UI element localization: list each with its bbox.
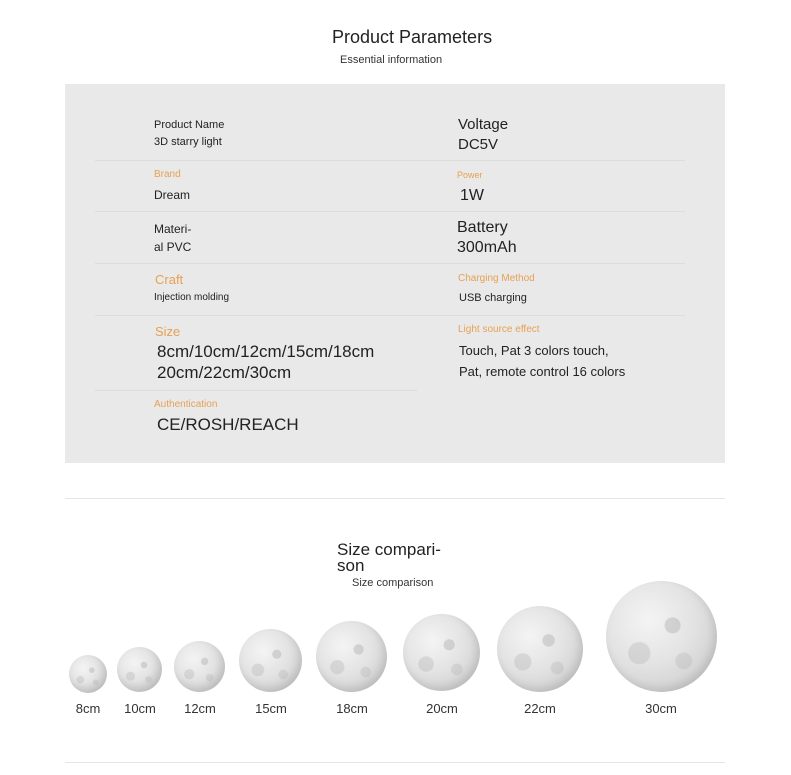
bottom-divider (65, 762, 725, 763)
material-value: al PVC (154, 240, 192, 254)
size-values-line1: 8cm/10cm/12cm/15cm/18cm (157, 342, 375, 361)
row-divider (95, 390, 417, 391)
size-label-20cm: 20cm (426, 701, 458, 716)
product-name-label: Product Name (154, 119, 225, 131)
voltage-value: DC5V (458, 136, 499, 153)
battery-value: 300mAh (457, 239, 517, 256)
row-divider (95, 315, 685, 316)
size-label-30cm: 30cm (645, 701, 677, 716)
moon-lamp-8cm (69, 655, 107, 693)
light-effect-line2: Pat, remote control 16 colors (459, 364, 626, 379)
moon-lamp-10cm (117, 647, 162, 692)
voltage-label: Voltage (458, 116, 509, 133)
light-effect-line1: Touch, Pat 3 colors touch, (459, 343, 609, 358)
section-divider (65, 498, 725, 499)
size-label-12cm: 12cm (184, 701, 216, 716)
brand-value: Dream (154, 188, 191, 202)
page-subtitle: Essential information (340, 54, 443, 66)
size-section-title-line2: son (337, 556, 365, 575)
power-label: Power (457, 170, 483, 180)
power-value: 1W (460, 187, 484, 204)
row-divider (95, 211, 685, 212)
authentication-label: Authentication (154, 399, 218, 410)
moon-lamp-30cm (606, 581, 717, 692)
row-divider (95, 263, 685, 264)
charging-method-label: Charging Method (458, 273, 535, 284)
size-values-line2: 20cm/22cm/30cm (157, 363, 292, 382)
size-label: Size (155, 324, 181, 339)
size-label-8cm: 8cm (75, 701, 101, 716)
moon-lamp-15cm (239, 629, 302, 692)
material-label: Materi- (154, 222, 192, 236)
size-label-22cm: 22cm (524, 701, 556, 716)
page-title: Product Parameters (332, 27, 493, 47)
authentication-value: CE/ROSH/REACH (157, 415, 299, 434)
size-section-title-line1: Size compari- (337, 540, 441, 559)
size-section-subtitle: Size comparison (352, 577, 434, 589)
size-label-18cm: 18cm (336, 701, 368, 716)
moon-lamp-22cm (497, 606, 583, 692)
charging-method-value: USB charging (459, 292, 527, 304)
battery-label: Battery (457, 219, 508, 236)
product-name-value: 3D starry light (154, 136, 222, 148)
light-effect-label: Light source effect (458, 324, 540, 335)
row-divider (95, 160, 685, 161)
moon-lamp-20cm (403, 614, 480, 691)
size-label-10cm: 10cm (124, 701, 156, 716)
brand-label: Brand (154, 169, 181, 180)
moon-lamp-12cm (174, 641, 225, 692)
craft-value: Injection molding (154, 292, 230, 303)
moon-lamp-18cm (316, 621, 387, 692)
size-label-15cm: 15cm (255, 701, 287, 716)
craft-label: Craft (155, 272, 184, 287)
